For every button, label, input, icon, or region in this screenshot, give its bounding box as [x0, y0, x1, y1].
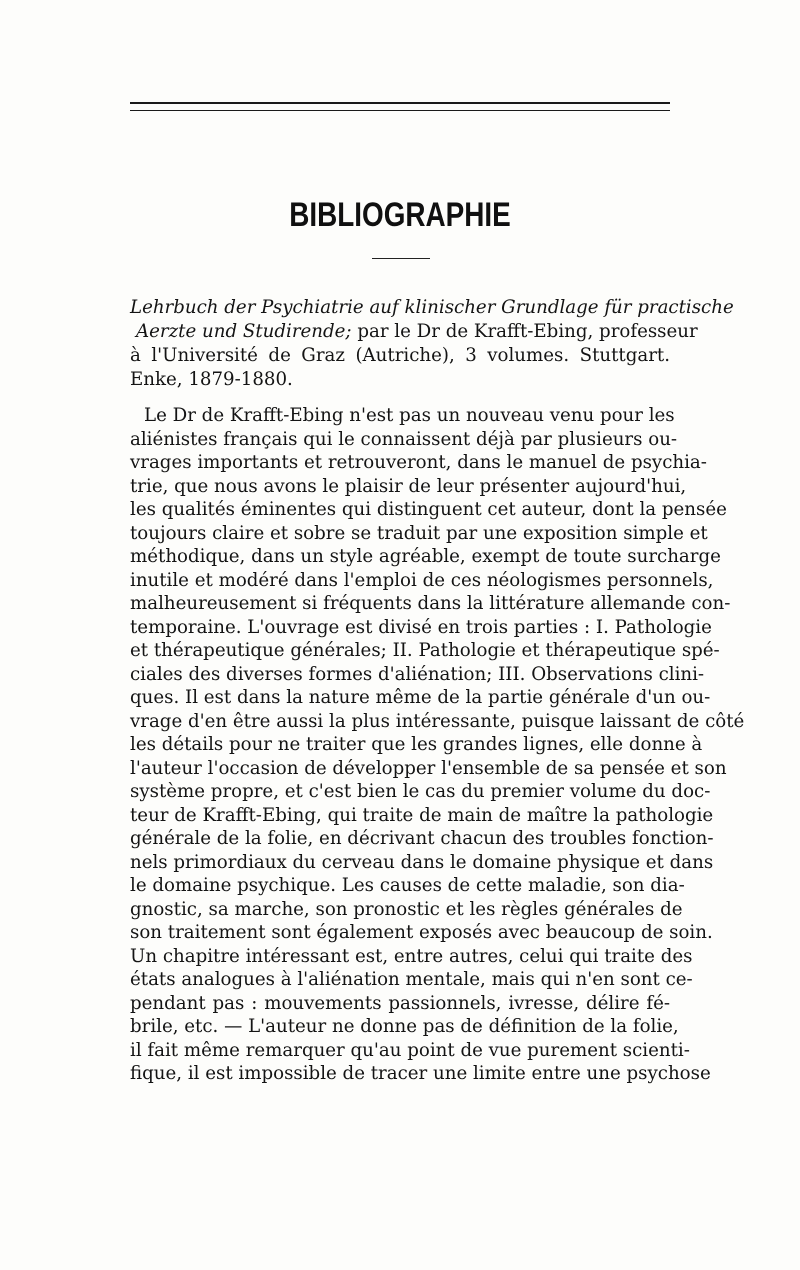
citation-author: par le Dr de Krafft-Ebing, professeur — [357, 321, 698, 342]
body-line: Le Dr de Krafft-Ebing n'est pas un nouveau venu pour les — [144, 405, 675, 426]
header-rule-thin — [130, 110, 670, 111]
citation-line-1: Lehrbuch der Psychiatrie auf klinischer Grundlage für practische — [130, 297, 734, 318]
body-line: toujours claire et sobre se traduit par une exposition simple et — [130, 522, 708, 544]
body-line: trie, que nous avons le plaisir de leur présenter aujourd'hui, — [130, 475, 687, 497]
body-line: son traitement sont également exposés avec beaucoup de soin. — [130, 922, 713, 943]
body-line: les détails pour ne traiter que les grandes lignes, elle donne à — [130, 734, 703, 755]
body-line: générale de la folie, en décrivant chacun des troubles fonction- — [130, 828, 714, 849]
body-line: méthodique, dans un style agréable, exempt de toute surcharge — [130, 546, 721, 567]
body-line: aliénistes français qui le connaissent déjà par plusieurs ou- — [130, 428, 678, 450]
title-underline — [372, 258, 430, 259]
body-line: il fait même remarquer qu'au point de vue purement scienti- — [130, 1039, 690, 1061]
body-line: Un chapitre intéressant est, entre autres, celui qui traite des — [130, 945, 693, 967]
body-line: fique, il est impossible de tracer une limite entre une psychose — [130, 1063, 711, 1084]
body-line: malheureusement si fréquents dans la littérature allemande con- — [130, 593, 731, 614]
body-line: les qualités éminentes qui distinguent cet auteur, dont la pensée — [130, 499, 727, 520]
body-line: et thérapeutique générales; II. Pathologie et thérapeutique spé- — [130, 640, 720, 661]
body-line: le domaine psychique. Les causes de cette maladie, son dia- — [130, 875, 685, 896]
body-line: vrage d'en être aussi la plus intéressante, puisque laissant de côté — [130, 710, 745, 732]
body-line: ques. Il est dans la nature même de la partie générale d'un ou- — [130, 687, 711, 708]
body-line: vrages importants et retrouveront, dans le manuel de psychia- — [130, 452, 707, 473]
body-line: ciales des diverses formes d'aliénation; III. Observations clini- — [130, 663, 705, 685]
body-line: système propre, et c'est bien le cas du premier volume du doc- — [130, 781, 711, 802]
citation-line-2 — [130, 320, 698, 344]
citation-title-end: Aerzte und Studirende; — [136, 321, 352, 342]
citation-line-4: Enke, 1879-1880. — [130, 369, 293, 390]
body-line: nels primordiaux du cerveau dans le domaine physique et dans — [130, 851, 714, 873]
body-line: états analogues à l'aliénation mentale, mais qui n'en sont ce- — [130, 969, 693, 990]
body-line: l'auteur l'occasion de développer l'ensemble de sa pensée et son — [130, 757, 727, 779]
body-line: inutile et modéré dans l'emploi de ces néologismes personnels, — [130, 569, 714, 591]
body-line: teur de Krafft-Ebing, qui traite de main de maître la pathologie — [130, 804, 714, 826]
citation-line-3: à l'Université de Graz (Autriche), 3 volumes. Stuttgart. — [130, 345, 670, 366]
body-line: temporaine. L'ouvrage est divisé en trois parties : I. Pathologie — [130, 616, 712, 638]
review-body-text — [130, 404, 745, 1086]
body-line: brile, etc. — L'auteur ne donne pas de définition de la folie, — [130, 1016, 679, 1037]
body-line: pendant pas : mouvements passionnels, ivresse, délire fé- — [130, 992, 670, 1014]
bibliographic-citation — [130, 296, 734, 392]
section-title: BIBLIOGRAPHIE — [289, 196, 511, 234]
body-line: gnostic, sa marche, son pronostic et les règles générales de — [130, 898, 683, 920]
header-rule-thick — [130, 102, 670, 104]
